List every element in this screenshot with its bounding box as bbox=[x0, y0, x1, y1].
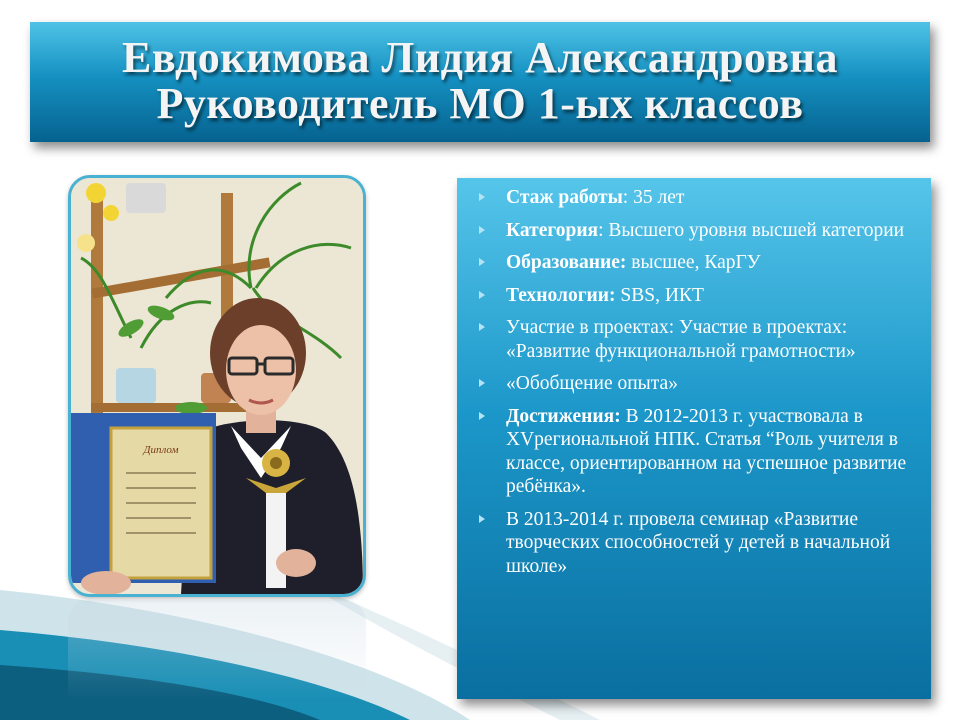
bullet-arrow-icon bbox=[479, 291, 485, 299]
detail-text: SBS, ИКТ bbox=[615, 284, 704, 306]
detail-text: «Обобщение опыта» bbox=[506, 373, 678, 394]
detail-technologies bbox=[479, 284, 923, 308]
detail-text: высшее, КарГУ bbox=[626, 252, 761, 273]
bullet-arrow-icon bbox=[479, 323, 485, 331]
bullet-arrow-icon bbox=[479, 412, 485, 420]
details-panel bbox=[457, 178, 931, 699]
detail-text: 35 лет bbox=[628, 187, 685, 208]
bullet-arrow-icon bbox=[479, 226, 485, 234]
detail-label: Стаж работы bbox=[506, 187, 623, 208]
detail-label: Достижения: bbox=[506, 405, 621, 427]
diploma-label: Диплом bbox=[143, 444, 179, 456]
detail-achievements bbox=[479, 405, 923, 499]
details-list bbox=[479, 186, 923, 578]
bullet-arrow-icon bbox=[479, 193, 485, 201]
detail-separator: : bbox=[598, 219, 604, 241]
detail-projects bbox=[479, 316, 923, 363]
bullet-arrow-icon bbox=[479, 379, 485, 387]
title-banner bbox=[30, 22, 930, 142]
detail-seminar bbox=[479, 508, 923, 579]
detail-text: Высшего уровня высшей категории bbox=[603, 219, 905, 241]
detail-category bbox=[479, 219, 923, 243]
detail-text: Участие в проектах: Участие в проектах: «Развитие функциональной грамотности» bbox=[506, 317, 856, 362]
teacher-position: Руководитель МО 1-ых классов bbox=[156, 79, 804, 128]
teacher-photo bbox=[68, 175, 366, 597]
detail-label: Категория bbox=[506, 219, 599, 241]
detail-label: Образование: bbox=[506, 252, 627, 273]
detail-text: В 2013-2014 г. провела семинар «Развитие творческих способностей у детей в начальной школе» bbox=[506, 508, 891, 577]
photo-reflection bbox=[68, 600, 366, 710]
bullet-arrow-icon bbox=[479, 515, 485, 523]
detail-text: В 2012-2013 г. участвовала в XVрегиональной НПК. Статья “Роль учителя в классе, ориентированном на успешное развитие ребёнка». bbox=[506, 405, 907, 497]
detail-label: Технологии: bbox=[506, 284, 616, 306]
detail-education bbox=[479, 251, 923, 275]
detail-separator: : bbox=[622, 187, 629, 208]
detail-experience-sharing bbox=[479, 372, 923, 396]
bullet-arrow-icon bbox=[479, 258, 485, 266]
teacher-name: Евдокимова Лидия Александровна bbox=[122, 33, 838, 82]
detail-experience bbox=[479, 186, 923, 210]
